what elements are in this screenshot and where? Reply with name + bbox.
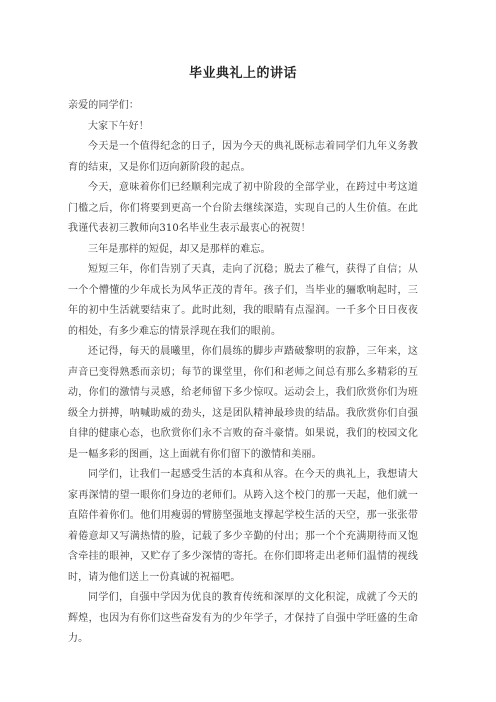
paragraph-congratulations: 今天，意味着你们已经顺利完成了初中阶段的全部学业，在跨过中考这道门槛之后，你们将要到更高一个台阶去继续深造，实现自己的人生价值。在此我谨代表初三教师向310名毕业生表示最衷心的祝贺！ xyxy=(68,182,418,234)
paragraph-commemorate: 今天是一个值得纪念的日子，因为今天的典礼既标志着同学们九年义务教育的结束，又是你们迈向新阶段的起点。 xyxy=(68,141,418,173)
paragraph-memories: 还记得，每天的晨曦里，你们晨练的脚步声踏破黎明的寂静，三年来，这声音已变得熟悉而亲切；每节的课堂里，你们和老师之间总有那么多精彩的互动，你们的激情与灵感，给老师留下多少惊叹。运动会上，我们欣赏你们为班级全力拼搏，呐喊助威的劲头，这是团队精神最珍贵的结晶。我欣赏你们自强自律的健康心态，也欣赏你们永不言败的奋斗豪情。如果说，我们的校园文化是一幅多彩的图画，这上面就有你们留下的激情和美丽。 xyxy=(68,346,418,460)
paragraph-three-years: 三年是那样的短促，却又是那样的难忘。 xyxy=(88,243,271,255)
paragraph-teachers: 同学们，让我们一起感受生活的本真和从容。在今天的典礼上，我想请大家再深情的望一眼你们身边的老师们。从跨入这个校门的那一天起，他们就一直陪伴着你们。他们用瘦弱的臂膀坚强地支撑起学校生活的天空，那一张张带着倦意却又写满热情的脸，记载了多少辛勤的付出；那一个个充满期待而又饱含牵挂的眼神，又贮存了多少深情的寄托。在你们即将走出老师们温情的视线时，请为他们送上一份真诚的祝福吧。 xyxy=(68,469,418,583)
paragraph-greeting: 大家下午好！ xyxy=(88,120,149,132)
document-title: 毕业典礼上的讲话 xyxy=(188,66,297,81)
paragraph-growth: 短短三年，你们告别了天真，走向了沉稳；脱去了稚气，获得了自信；从一个个懵懂的少年成长为风华正茂的青年。孩子们，当毕业的骊歌响起时，三年的初中生活就要结束了。此时此刻，我的眼睛有点湿润。一千多个日日夜夜的相处，有多少难忘的情景浮现在我们的眼前。 xyxy=(68,264,418,337)
salutation: 亲爱的同学们： xyxy=(68,100,140,111)
paragraph-school: 同学们，自强中学因为优良的教育传统和深厚的文化积淀，成就了今天的辉煌，也因为有你们这些奋发有为的少年学子，才保持了自强中学旺盛的生命力。 xyxy=(68,592,418,644)
